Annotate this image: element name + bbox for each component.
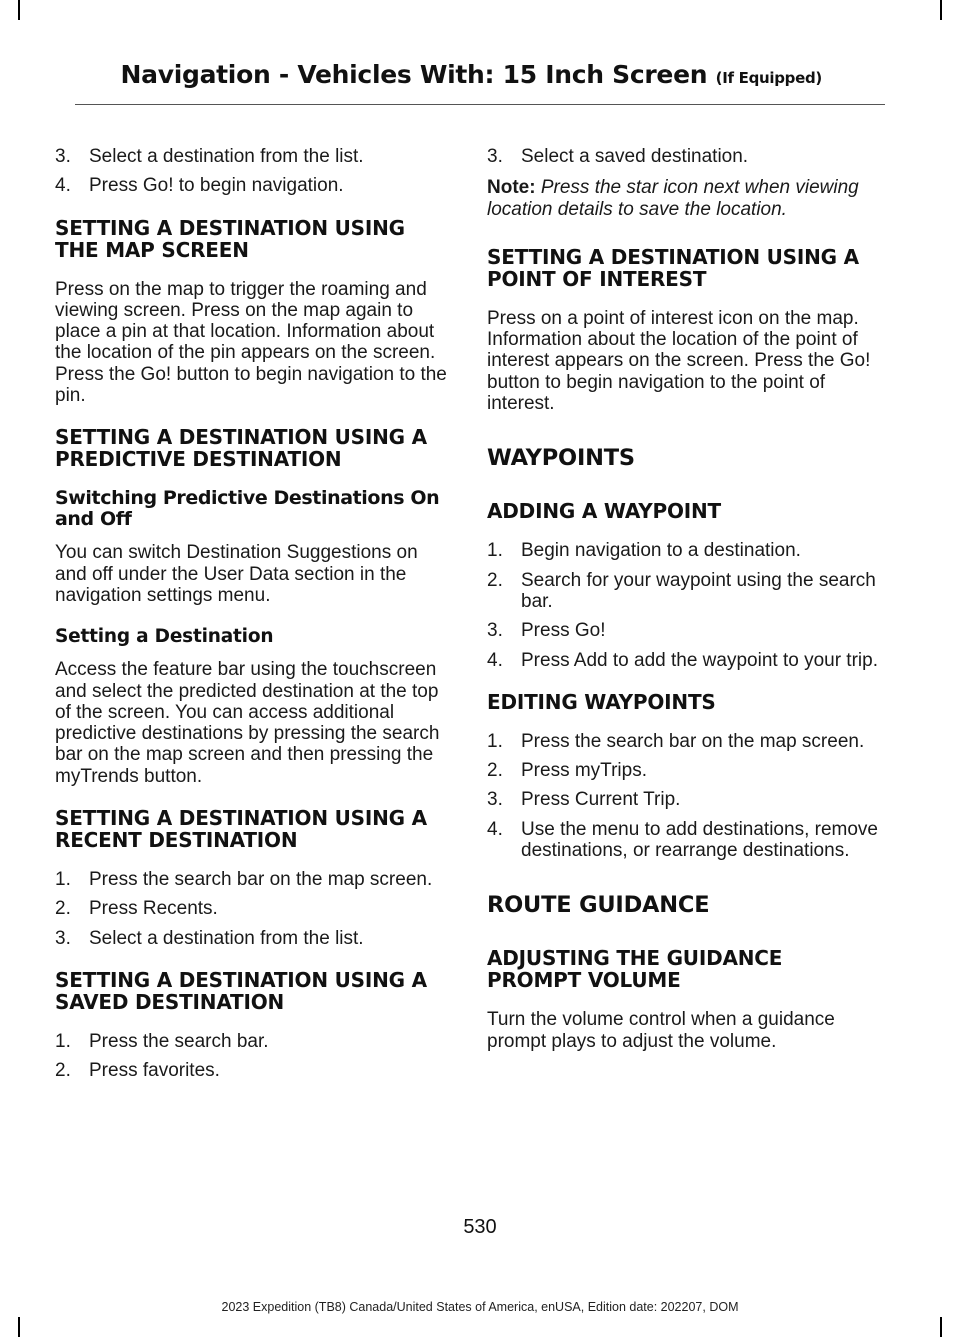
list-item: 4. Press Add to add the waypoint to your trip. (487, 649, 878, 671)
heading-predictive: SETTING A DESTINATION USING A PREDICTIVE DESTINATION (55, 425, 427, 472)
list-item: 2. Press favorites. (55, 1060, 220, 1082)
header-title: Navigation - Vehicles With: 15 Inch Screen (120, 60, 708, 89)
list-item: 1. Press the search bar on the map screen. (487, 730, 865, 752)
list-item: 4. Press Go! to begin navigation. (55, 175, 344, 197)
list-item: 3. Select a saved destination. (487, 146, 749, 167)
list-saved-continued (487, 146, 882, 167)
heading-editing-waypoints: EDITING WAYPOINTS (487, 689, 716, 714)
crop-mark-bottom-left (18, 1317, 20, 1337)
heading-poi: SETTING A DESTINATION USING A POINT OF INTEREST (487, 244, 859, 291)
heading-adjusting-volume: ADJUSTING THE GUIDANCE PROMPT VOLUME (487, 946, 783, 993)
page-footer: 2023 Expedition (TB8) Canada/United States of America, enUSA, Edition date: 202207, DOM (221, 1300, 739, 1314)
paragraph-switching: You can switch Destination Suggestions on and off under the User Data section in the navigation settings menu. (55, 542, 418, 606)
list-item: 1. Begin navigation to a destination. (487, 540, 801, 562)
list-item: 1. Press the search bar. (55, 1030, 269, 1052)
list-saved (55, 1031, 450, 1082)
list-item: 2. Press myTrips. (487, 760, 647, 782)
list-select-destination (55, 146, 450, 197)
paragraph-adjusting-volume: Turn the volume control when a guidance prompt plays to adjust the volume. (487, 1009, 835, 1052)
page-number: 530 (463, 1216, 497, 1238)
paragraph-poi: Press on a point of interest icon on the map. Information about the location of the point of interest appears on the screen. Press the Go! button to begin navigation to the point of interest. (487, 307, 871, 415)
list-item: 2. Press Recents. (55, 898, 218, 920)
heading-setting-destination: Setting a Destination (55, 626, 274, 648)
header-subtitle: (If Equipped) (715, 69, 822, 87)
heading-map-screen: SETTING A DESTINATION USING THE MAP SCREEN (55, 215, 405, 262)
list-item: 3. Select a destination from the list. (55, 927, 364, 949)
header-rule (75, 104, 885, 105)
heading-route-guidance: ROUTE GUIDANCE (487, 892, 710, 919)
heading-switching: Switching Predictive Destinations On and Off (55, 487, 440, 531)
crop-mark-bottom-right (940, 1317, 942, 1337)
heading-adding-waypoint: ADDING A WAYPOINT (487, 499, 721, 524)
list-item: 1. Press the search bar on the map screen. (55, 869, 433, 891)
list-item: 3. Select a destination from the list. (55, 146, 364, 167)
note (487, 177, 882, 220)
note-text: Press the star icon next when viewing location details to save the location. (487, 177, 859, 220)
list-editing-waypoints (487, 731, 882, 861)
list-adding-waypoint (487, 540, 882, 670)
list-item: 4. Use the menu to add destinations, remove destinations, or rearrange destinations. (487, 818, 878, 862)
heading-saved: SETTING A DESTINATION USING A SAVED DESTINATION (55, 967, 427, 1014)
heading-recent: SETTING A DESTINATION USING A RECENT DESTINATION (55, 806, 427, 853)
note-label: Note: (487, 177, 536, 199)
list-item: 3. Press Current Trip. (487, 789, 681, 811)
heading-waypoints: WAYPOINTS (487, 445, 635, 472)
list-item: 3. Press Go! (487, 620, 606, 642)
left-column (55, 146, 450, 1102)
crop-mark-top-right (940, 0, 942, 20)
paragraph-setting-destination: Access the feature bar using the touchscreen and select the predicted destination at the top of the screen. You can access additional predictive destinations by pressing the search bar on the map screen and then pressing the myTrends button. (55, 659, 440, 787)
right-column (487, 146, 882, 1072)
list-item: 2. Search for your waypoint using the search bar. (487, 569, 876, 612)
page-header (121, 60, 822, 89)
crop-mark-top-left (18, 0, 20, 20)
paragraph-map-screen: Press on the map to trigger the roaming and viewing screen. Press on the map again to place a pin at that location. Information about the location of the pin appears on the screen. Press the Go! button to begin navigation to the pin. (55, 278, 447, 407)
list-recent (55, 869, 450, 949)
